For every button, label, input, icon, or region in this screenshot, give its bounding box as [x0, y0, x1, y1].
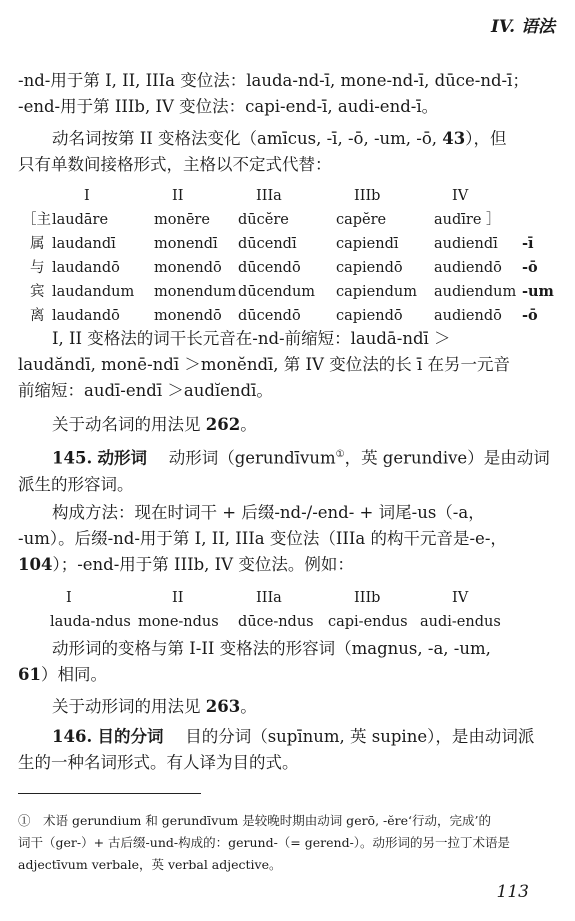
table-cell: dūcendum — [238, 284, 316, 300]
text-span: ），但 — [465, 129, 507, 148]
text-line: 前缩短：audī-endī ＞audĭendī。 — [18, 381, 273, 400]
column-header: IIIb — [354, 188, 381, 204]
paragraph-suffix-rules — [18, 68, 558, 120]
table-row — [22, 256, 562, 280]
section-number: 146. — [52, 727, 93, 746]
section-reference: 104 — [18, 555, 53, 574]
footnote-divider — [18, 793, 201, 794]
case-ending: -ō — [522, 307, 538, 324]
section-title: 目的分词 — [97, 727, 164, 746]
text-span: 动形词（gerundīvum — [168, 448, 336, 468]
case-ending: -ō — [522, 259, 538, 276]
table-row — [22, 232, 562, 256]
section-number: 145. — [52, 448, 93, 468]
column-header: I — [84, 188, 90, 204]
paragraph-gerundive-declension — [18, 636, 558, 688]
table-cell: laudandō — [52, 308, 120, 324]
paragraph-declension-intro — [18, 126, 558, 178]
table-cell: dūcendī — [238, 236, 297, 252]
text-span: 目的分词（supīnum, 英 supine），是由动词派 — [185, 727, 535, 746]
table-cell: laudāre — [52, 212, 109, 228]
table-cell: laudandum — [52, 284, 135, 300]
table-cell: capĕre — [336, 212, 387, 228]
table-cell: dūcĕre — [238, 212, 289, 228]
gerundive-examples-table — [22, 586, 542, 634]
table-cell: audiendum — [434, 284, 517, 300]
table-cell: mone-ndus — [138, 614, 219, 630]
case-label: 宾 — [30, 284, 45, 300]
table-cell: capiendī — [336, 236, 399, 252]
text-line: 只有单数间接格形式，主格以不定式代替： — [18, 155, 332, 174]
table-cell: laudandō — [52, 260, 120, 276]
text-span: ）相同。 — [40, 665, 107, 684]
paragraph-gerundive-formation — [18, 500, 558, 578]
table-cell: capiendum — [336, 284, 417, 300]
table-cell: capiendō — [336, 308, 403, 324]
column-header: I — [66, 590, 72, 606]
table-row — [22, 610, 542, 634]
text-line — [18, 724, 558, 750]
table-cell: audīre ］ — [434, 212, 501, 228]
table-cell: monendō — [154, 260, 222, 276]
text-span: 关于动形词的用法见 — [52, 697, 206, 716]
text-span: 。 — [240, 697, 257, 716]
section-reference: 43 — [442, 129, 466, 148]
column-header: IIIa — [256, 590, 282, 606]
text-span: 。 — [240, 415, 257, 434]
text-line — [18, 694, 558, 720]
table-cell: audiendī — [434, 236, 498, 252]
text-line: 构成方法：现在时词干 + 后缀-nd-/-end- + 词尾-us（-a， — [52, 503, 485, 522]
table-cell: laudandī — [52, 236, 116, 252]
text-line: -um）。后缀-nd-用于第 I, II, IIIa 变位法（IIIa 的构干元音是-e-， — [18, 529, 507, 548]
text-span: 动名词按第 II 变格法变化（amīcus, -ī, -ō, -um, -ō, — [52, 129, 443, 148]
table-cell: dūce-ndus — [238, 614, 314, 630]
text-span: ）；-end-用于第 IIIb, IV 变位法。例如： — [52, 555, 354, 574]
column-header: IV — [452, 188, 469, 204]
case-ending: -ī — [522, 235, 534, 252]
running-head: IV. 语法 — [490, 17, 555, 37]
section-146 — [18, 724, 558, 776]
text-line: I, II 变格法的词干长元音在-nd-前缩短：laudā-ndī ＞ — [52, 329, 451, 348]
table-cell: dūcendō — [238, 308, 301, 324]
gerund-declension-table — [22, 184, 562, 328]
text-line — [18, 412, 558, 438]
column-header: IIIa — [256, 188, 282, 204]
table-cell: monēre — [154, 212, 210, 228]
paragraph-vowel-shortening — [18, 326, 558, 404]
column-header: IIIb — [354, 590, 381, 606]
case-label: ［主 — [22, 212, 51, 228]
table-row — [22, 280, 562, 304]
page-number: 113 — [496, 882, 529, 902]
text-line: laudăndī, monē-ndī ＞monĕndī, 第 IV 变位法的长 ī 在另一元音 — [18, 355, 510, 374]
table-row — [22, 304, 562, 328]
text-line — [18, 442, 558, 472]
section-reference: 263 — [205, 697, 241, 716]
footnote-line: ① 术语 gerundium 和 gerundīvum 是较晚时期由动词 gerō, -ĕre‘行动，完成’的 — [18, 813, 491, 828]
column-header: IV — [452, 590, 469, 606]
table-cell: capi-endus — [328, 614, 408, 630]
section-title: 动形词 — [97, 448, 147, 468]
table-cell: monendī — [154, 236, 218, 252]
column-header: II — [172, 188, 184, 204]
table-cell: audi-endus — [420, 614, 501, 630]
table-cell: capiendō — [336, 260, 403, 276]
column-header: II — [172, 590, 184, 606]
case-label: 属 — [30, 236, 45, 252]
footnote-line: 词干（ger-）+ 古后缀-und-构成的：gerund-（= gerend-）。动形词的另一拉丁术语是 — [18, 835, 511, 850]
text-span: 关于动名词的用法见 — [52, 415, 206, 434]
table-cell: audiendō — [434, 260, 502, 276]
section-145 — [18, 442, 558, 498]
text-line — [18, 126, 558, 152]
text-line: 动形词的变格与第 I-II 变格法的形容词（magnus, -a, -um, — [52, 639, 491, 658]
table-header-row — [22, 184, 562, 208]
text-line — [18, 552, 558, 578]
table-header-row — [22, 586, 542, 610]
table-cell: audiendō — [434, 308, 502, 324]
text-line: -end-用于第 IIIb, IV 变位法：capi-end-ī, audi-end-ī。 — [18, 97, 439, 116]
section-reference: 61 — [18, 665, 41, 684]
footnote-line: adjectīvum verbale，英 verbal adjective。 — [18, 857, 282, 872]
text-line: 生的一种名词形式。有人译为目的式。 — [18, 753, 299, 772]
table-row — [22, 208, 562, 232]
table-cell: monendum — [154, 284, 237, 300]
table-cell: lauda-ndus — [50, 614, 131, 630]
footnote — [18, 810, 560, 876]
paragraph-gerund-usage-ref — [18, 412, 558, 438]
table-cell: monendō — [154, 308, 222, 324]
case-ending: -um — [522, 283, 554, 300]
text-span: ，英 gerundive）是由动词 — [344, 448, 550, 468]
text-line: 派生的形容词。 — [18, 474, 134, 494]
footnote-marker: ① — [335, 449, 345, 460]
text-line: -nd-用于第 I, II, IIIa 变位法：lauda-nd-ī, mone-nd-ī, dūce-nd-ī； — [18, 71, 529, 90]
case-label: 离 — [30, 308, 45, 324]
paragraph-gerundive-usage-ref — [18, 694, 558, 720]
text-line — [18, 662, 558, 688]
section-reference: 262 — [205, 415, 241, 434]
table-cell: dūcendō — [238, 260, 301, 276]
case-label: 与 — [30, 260, 45, 276]
